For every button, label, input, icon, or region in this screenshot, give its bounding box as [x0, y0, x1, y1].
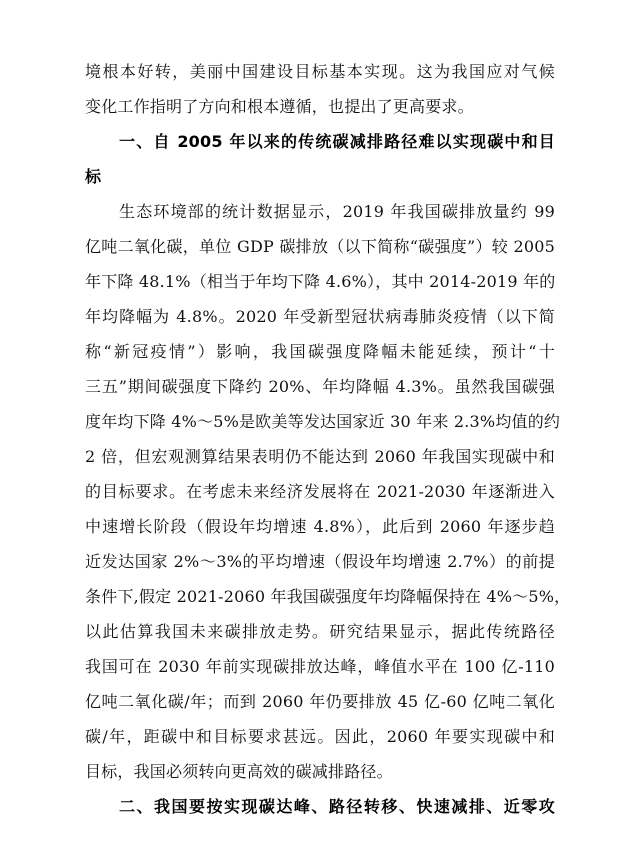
body-line: 目标，我国必须转向更高效的碳减排路径。: [85, 762, 393, 781]
body-line: 亿吨二氧化碳/年；而到 2060 年仍要排放 45 亿-60 亿吨二氧化: [85, 692, 555, 711]
body-line: 三五”期间碳强度下降约 20%、年均降幅 4.3%。虽然我国碳强: [85, 377, 555, 396]
body-line: 度年均下降 4%～5%是欧美等发达国家近 30 年来 2.3%均值的约: [85, 412, 561, 431]
body-line: 称“新冠疫情”）影响，我国碳强度降幅未能延续，预计“十: [85, 342, 555, 361]
body-line: 近发达国家 2%～3%的平均增速（假设年均增速 2.7%）的前提: [85, 552, 555, 571]
body-line: 年下降 48.1%（相当于年均下降 4.6%），其中 2014-2019 年的: [85, 272, 556, 291]
body-line: 以此估算我国未来碳排放走势。研究结果显示，据此传统路径: [85, 622, 555, 641]
body-line: 亿吨二氧化碳，单位 GDP 碳排放（以下简称“碳强度”）较 2005: [85, 237, 555, 256]
body-line: 条件下,假定 2021-2060 年我国碳强度年均降幅保持在 4%～5%，: [85, 587, 571, 606]
body-line: 变化工作指明了方向和根本遵循，也提出了更高要求。: [85, 97, 474, 116]
body-line: 中速增长阶段（假设年均增速 4.8%），此后到 2060 年逐步趋: [85, 517, 555, 536]
section-heading: 标: [85, 167, 102, 186]
body-line: 年均降幅为 4.8%。2020 年受新型冠状病毒肺炎疫情（以下简: [85, 307, 555, 326]
body-line: 我国可在 2030 年前实现碳排放达峰，峰值水平在 100 亿-110: [85, 657, 555, 676]
body-line: 生态环境部的统计数据显示，2019 年我国碳排放量约 99: [119, 202, 555, 221]
body-line: 的目标要求。在考虑未来经济发展将在 2021-2030 年逐渐进入: [85, 482, 555, 501]
body-line: 2 倍，但宏观测算结果表明仍不能达到 2060 年我国实现碳中和: [85, 447, 555, 466]
section-heading: 二、我国要按实现碳达峰、路径转移、快速减排、近零攻: [119, 797, 555, 816]
body-line: 境根本好转，美丽中国建设目标基本实现。这为我国应对气候: [85, 62, 555, 81]
body-line: 碳/年，距碳中和目标要求甚远。因此，2060 年要实现碳中和: [85, 727, 555, 746]
section-heading: 一、自 2005 年以来的传统碳减排路径难以实现碳中和目: [119, 132, 555, 151]
